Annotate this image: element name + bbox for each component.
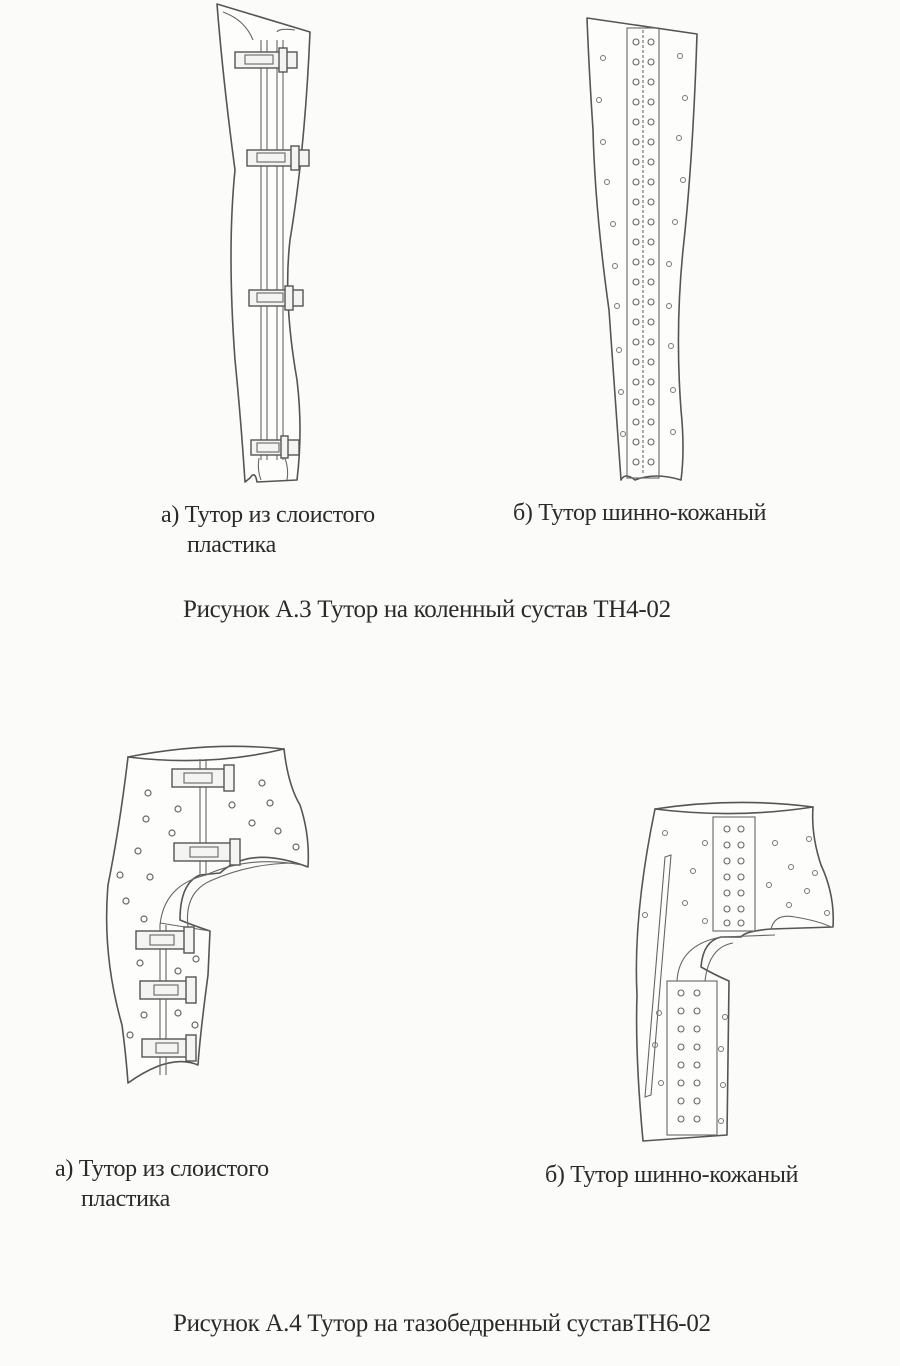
- caption-a-line2: пластика: [187, 532, 277, 558]
- figure-a3-illustration-b: [585, 10, 710, 490]
- buckle-strap: [249, 286, 303, 310]
- figure-a4-caption-a: [55, 1154, 269, 1214]
- buckle-strap: [235, 48, 297, 72]
- caption-a-line1: а) Тутор из слоистого: [55, 1156, 269, 1182]
- buckle-strap: [142, 1035, 196, 1061]
- figure-a4-illustration-b: [625, 795, 845, 1145]
- figure-a4-title: Рисунок А.4 Тутор на тазобедренный суставТН6-02: [173, 1310, 711, 1337]
- knee-orthosis-leather-drawing: [585, 10, 710, 490]
- caption-a-line1: а) Тутор из слоистого: [161, 502, 375, 528]
- caption-a-line2: пластика: [81, 1186, 171, 1212]
- buckle-strap: [140, 977, 196, 1003]
- figure-a3-illustration-a: [205, 0, 325, 490]
- figure-a4-illustration-a: [100, 735, 320, 1095]
- figure-a3-title: Рисунок А.3 Тутор на коленный сустав ТН4-02: [183, 596, 671, 623]
- knee-orthosis-plastic-drawing: [205, 0, 325, 490]
- buckle-strap: [247, 146, 309, 170]
- buckle-strap: [136, 927, 194, 953]
- figure-a4-caption-b: б) Тутор шинно-кожаный: [545, 1162, 799, 1188]
- hip-orthosis-plastic-drawing: [100, 735, 320, 1095]
- figure-a3-caption-b: б) Тутор шинно-кожаный: [513, 500, 767, 526]
- buckle-strap: [174, 839, 240, 865]
- buckle-strap: [172, 765, 234, 791]
- figure-a3-caption-a: [161, 500, 375, 560]
- hip-orthosis-leather-drawing: [625, 795, 845, 1145]
